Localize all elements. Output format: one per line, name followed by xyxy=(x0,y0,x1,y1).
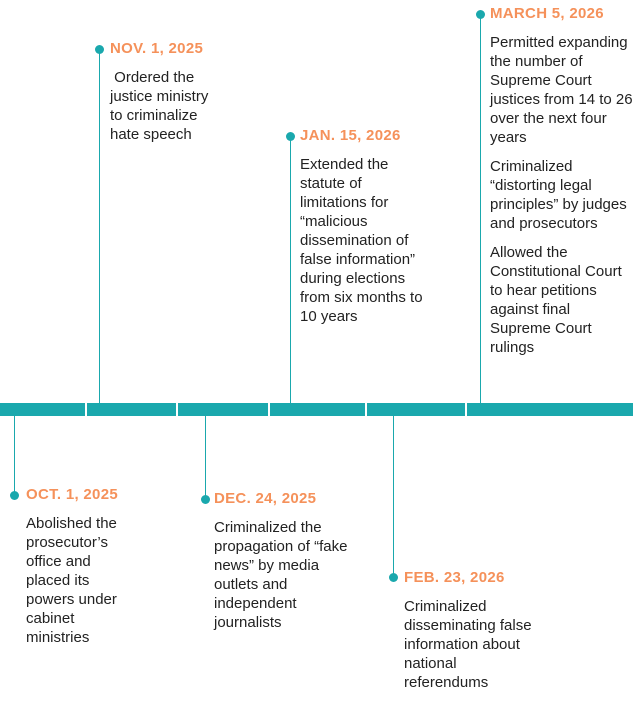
event-description: Criminalized the propagation of “fake news” by media outlets and independent journalists xyxy=(214,519,348,631)
timeline-bar-gap xyxy=(365,403,367,416)
event-marker xyxy=(389,573,398,582)
timeline-bar-gap xyxy=(268,403,270,416)
event-description-item: Permitted expanding the number of Supreme Court justices from 14 to 26 over the next four years xyxy=(490,34,633,146)
event-description: Ordered the justice ministry to criminalize hate speech xyxy=(110,69,213,143)
timeline-bar-gap xyxy=(465,403,467,416)
event-marker xyxy=(201,495,210,504)
event-marker xyxy=(10,491,19,500)
event-description: Criminalized disseminating false information about national referendums xyxy=(404,598,532,691)
event-description-item: Criminalized “distorting legal principles” by judges and prosecutors xyxy=(490,158,627,232)
event-connector xyxy=(99,50,100,403)
event-date: NOV. 1, 2025 xyxy=(110,40,204,57)
event-connector xyxy=(480,15,481,403)
event-description: Extended the statute of limitations for “malicious dissemination of false information” during elections from six months to 10 years xyxy=(300,156,423,325)
event-description-item: Allowed the Constitutional Court to hear petitions against final Supreme Court rulings xyxy=(490,244,622,356)
event-connector xyxy=(393,416,394,578)
event-connector xyxy=(14,416,15,496)
event-date: MARCH 5, 2026 xyxy=(490,5,604,22)
event-date: JAN. 15, 2026 xyxy=(300,127,401,144)
timeline-bar-gap xyxy=(85,403,87,416)
event-date: FEB. 23, 2026 xyxy=(404,569,505,586)
timeline-bar xyxy=(0,403,633,416)
event-description xyxy=(490,33,633,367)
event-date: OCT. 1, 2025 xyxy=(26,486,118,503)
event-connector xyxy=(205,416,206,500)
timeline-bar-gap xyxy=(176,403,178,416)
event-connector xyxy=(290,137,291,403)
event-date: DEC. 24, 2025 xyxy=(214,490,317,507)
event-description: Abolished the prosecutor’s office and placed its powers under cabinet ministries xyxy=(26,515,117,646)
